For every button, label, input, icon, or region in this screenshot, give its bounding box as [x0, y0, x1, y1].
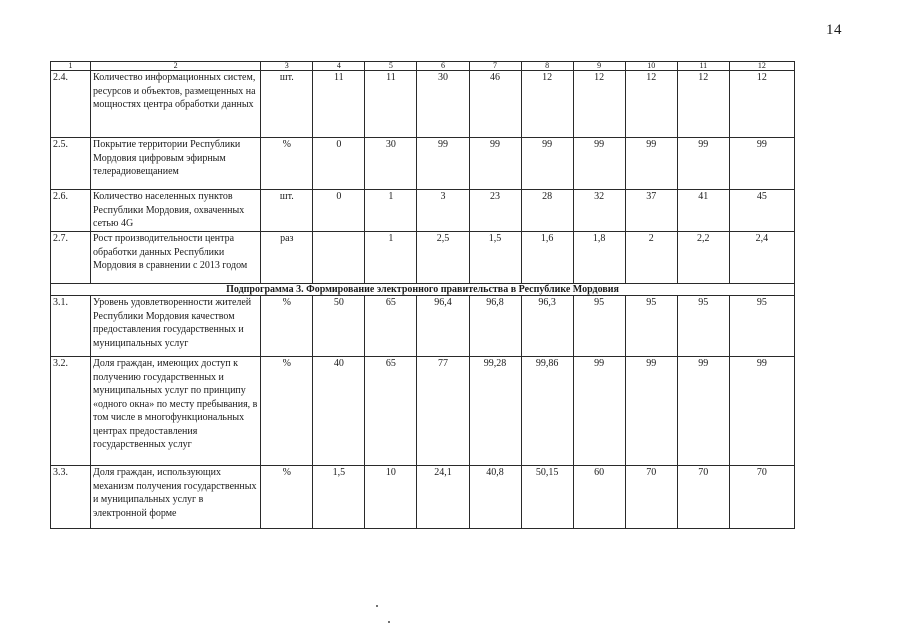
value-cell: 1,5 [469, 232, 521, 284]
indicator-name: Количество населенных пунктов Республики Мордовия, охваченных сетью 4G [91, 190, 261, 232]
value-cell: 11 [365, 71, 417, 138]
value-cell: 46 [469, 71, 521, 138]
value-cell: 99 [729, 138, 794, 190]
value-cell: 2,4 [729, 232, 794, 284]
table-row [51, 138, 795, 190]
row-number: 3.1. [51, 296, 91, 357]
value-cell: 32 [573, 190, 625, 232]
value-cell: 99,28 [469, 357, 521, 466]
indicators-table [50, 61, 795, 529]
value-cell: 95 [677, 296, 729, 357]
unit: шт. [261, 71, 313, 138]
value-cell: 2,2 [677, 232, 729, 284]
value-cell: 37 [625, 190, 677, 232]
value-cell: 41 [677, 190, 729, 232]
value-cell: 99 [469, 138, 521, 190]
table-row [51, 232, 795, 284]
value-cell: 3 [417, 190, 469, 232]
value-cell: 95 [625, 296, 677, 357]
column-number: 10 [625, 62, 677, 71]
value-cell: 77 [417, 357, 469, 466]
value-cell: 95 [729, 296, 794, 357]
column-number: 8 [521, 62, 573, 71]
subprogram-title: Подпрограмма 3. Формирование электронного правительства в Республике Мордовия [51, 284, 795, 296]
value-cell: 70 [677, 466, 729, 529]
unit: % [261, 296, 313, 357]
value-cell: 1,6 [521, 232, 573, 284]
unit: шт. [261, 190, 313, 232]
column-number: 11 [677, 62, 729, 71]
value-cell: 0 [313, 190, 365, 232]
value-cell: 50,15 [521, 466, 573, 529]
value-cell: 10 [365, 466, 417, 529]
value-cell: 99 [729, 357, 794, 466]
value-cell: 12 [573, 71, 625, 138]
table-row [51, 357, 795, 466]
unit: раз [261, 232, 313, 284]
row-number: 3.3. [51, 466, 91, 529]
value-cell: 99 [573, 357, 625, 466]
unit: % [261, 357, 313, 466]
value-cell: 12 [625, 71, 677, 138]
value-cell [313, 232, 365, 284]
indicator-name: Количество информационных систем, ресурсов и объектов, размещенных на мощностях центра обработки данных [91, 71, 261, 138]
value-cell: 65 [365, 296, 417, 357]
value-cell: 24,1 [417, 466, 469, 529]
subprogram-row [51, 284, 795, 296]
table-row [51, 190, 795, 232]
value-cell: 95 [573, 296, 625, 357]
row-number: 2.6. [51, 190, 91, 232]
column-number: 9 [573, 62, 625, 71]
value-cell: 12 [521, 71, 573, 138]
value-cell: 0 [313, 138, 365, 190]
unit: % [261, 466, 313, 529]
column-number: 6 [417, 62, 469, 71]
value-cell: 96,3 [521, 296, 573, 357]
value-cell: 1,8 [573, 232, 625, 284]
row-number: 2.7. [51, 232, 91, 284]
column-number: 12 [729, 62, 794, 71]
value-cell: 70 [729, 466, 794, 529]
value-cell: 99 [625, 138, 677, 190]
indicator-name: Уровень удовлетворенности жителей Республики Мордовия качеством предоставления государственных и муниципальных услуг [91, 296, 261, 357]
value-cell: 2 [625, 232, 677, 284]
value-cell: 45 [729, 190, 794, 232]
indicator-name: Доля граждан, использующих механизм получения государственных и муниципальных услуг в электронной форме [91, 466, 261, 529]
table-row [51, 296, 795, 357]
value-cell: 28 [521, 190, 573, 232]
column-number: 7 [469, 62, 521, 71]
row-number: 3.2. [51, 357, 91, 466]
indicator-name: Рост производительности центра обработки данных Республики Мордовия в сравнении с 2013 годом [91, 232, 261, 284]
table-row [51, 71, 795, 138]
value-cell: 99 [417, 138, 469, 190]
value-cell: 2,5 [417, 232, 469, 284]
unit: % [261, 138, 313, 190]
value-cell: 12 [729, 71, 794, 138]
table-row [51, 466, 795, 529]
value-cell: 99 [677, 357, 729, 466]
column-numbers-row [51, 62, 795, 71]
value-cell: 65 [365, 357, 417, 466]
scan-speck [376, 605, 378, 607]
value-cell: 1 [365, 190, 417, 232]
value-cell: 70 [625, 466, 677, 529]
page-number: 14 [826, 22, 842, 38]
value-cell: 99 [625, 357, 677, 466]
indicator-name: Доля граждан, имеющих доступ к получению государственных и муниципальных услуг по принципу «одного окна» по месту пребывания, в том числе в многофункциональных центрах предоставления государственных услуг [91, 357, 261, 466]
value-cell: 12 [677, 71, 729, 138]
value-cell: 30 [417, 71, 469, 138]
scan-speck [388, 621, 390, 623]
column-number: 1 [51, 62, 91, 71]
row-number: 2.5. [51, 138, 91, 190]
value-cell: 99 [573, 138, 625, 190]
value-cell: 40 [313, 357, 365, 466]
column-number: 4 [313, 62, 365, 71]
value-cell: 1 [365, 232, 417, 284]
value-cell: 60 [573, 466, 625, 529]
value-cell: 99 [521, 138, 573, 190]
value-cell: 23 [469, 190, 521, 232]
value-cell: 30 [365, 138, 417, 190]
table-body [51, 62, 795, 529]
value-cell: 50 [313, 296, 365, 357]
indicator-name: Покрытие территории Республики Мордовия цифровым эфирным телерадиовещанием [91, 138, 261, 190]
value-cell: 1,5 [313, 466, 365, 529]
column-number: 3 [261, 62, 313, 71]
column-number: 5 [365, 62, 417, 71]
column-number: 2 [91, 62, 261, 71]
value-cell: 96,8 [469, 296, 521, 357]
value-cell: 96,4 [417, 296, 469, 357]
value-cell: 11 [313, 71, 365, 138]
value-cell: 99 [677, 138, 729, 190]
row-number: 2.4. [51, 71, 91, 138]
value-cell: 99,86 [521, 357, 573, 466]
value-cell: 40,8 [469, 466, 521, 529]
